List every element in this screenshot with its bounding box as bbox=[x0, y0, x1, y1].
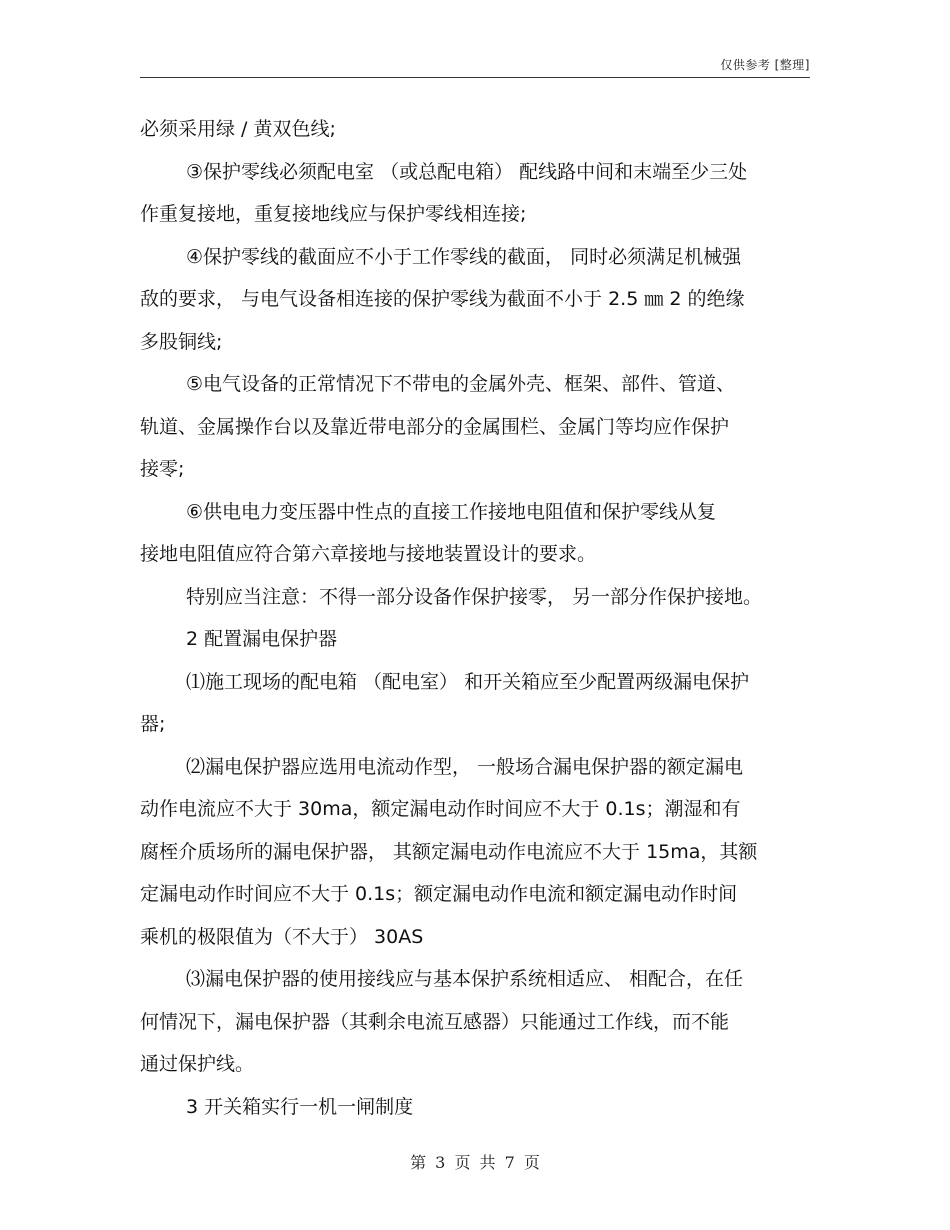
text-line: ⑴施工现场的配电箱 （配电室） 和开关箱应至少配置两级漏电保护 bbox=[186, 670, 750, 693]
text-line: 必须采用绿 / 黄双色线; bbox=[140, 118, 336, 140]
text-line: 接地电阻值应符合第六章接地与接地装置设计的要求。 bbox=[140, 543, 597, 565]
text-line: 3 开关箱实行一机一闸制度 bbox=[186, 1095, 414, 1118]
text-line: 何情况下，漏电保护器（其剩余电流互感器）只能通过工作线，而不能 bbox=[140, 1010, 730, 1033]
text-line: 接零; bbox=[140, 458, 185, 480]
text-line: 敌的要求， 与电气设备相连接的保护零线为截面不小于 2.5 ㎜ 2 的绝缘 bbox=[140, 288, 745, 310]
text-line: 腐桎介质场所的漏电保护器， 其额定漏电动作电流应不大于 15ma，其额 bbox=[140, 840, 758, 863]
text-line: 2 配置漏电保护器 bbox=[186, 628, 338, 650]
text-line: 器; bbox=[140, 713, 166, 735]
text-line: 轨道、金属操作台以及靠近带电部分的金属围栏、金属门等均应作保护 bbox=[140, 415, 730, 438]
text-line: 乘机的极限值为（不大于） 30AS bbox=[140, 925, 424, 948]
text-line: 定漏电动作时间应不大于 0.1s；额定漏电动作电流和额定漏电动作时间 bbox=[140, 883, 738, 905]
text-line: 通过保护线。 bbox=[140, 1053, 255, 1075]
text-line: ⑥供电电力变压器中性点的直接工作接地电阻值和保护零线从复 bbox=[186, 500, 717, 523]
text-line: 特别应当注意：不得一部分设备作保护接零， 另一部分作保护接地。 bbox=[186, 585, 763, 608]
header-divider bbox=[140, 77, 810, 78]
text-line: 动作电流应不大于 30ma，额定漏电动作时间应不大于 0.1s；潮湿和有 bbox=[140, 798, 741, 820]
page-footer: 第 3 页 共 7 页 bbox=[410, 1153, 540, 1172]
page-header: 仅供参考 [整理] bbox=[720, 58, 810, 72]
text-line: 作重复接地，重复接地线应与保护零线相连接; bbox=[140, 203, 527, 225]
text-line: ⑵漏电保护器应选用电流动作型， 一般场合漏电保护器的额定漏电 bbox=[186, 755, 744, 778]
text-line: 多股铜线; bbox=[140, 330, 223, 353]
text-line: ⑤电气设备的正常情况下不带电的金属外壳、框架、部件、管道、 bbox=[186, 373, 736, 395]
text-line: ⑶漏电保护器的使用接线应与基本保护系统相适应、 相配合，在任 bbox=[186, 968, 744, 990]
text-line: ③保护零线必须配电室 （或总配电箱） 配线路中间和末端至少三处 bbox=[186, 160, 748, 183]
document-body bbox=[140, 108, 812, 1128]
text-line: ④保护零线的截面应不小于工作零线的截面， 同时必须满足机械强 bbox=[186, 245, 742, 268]
